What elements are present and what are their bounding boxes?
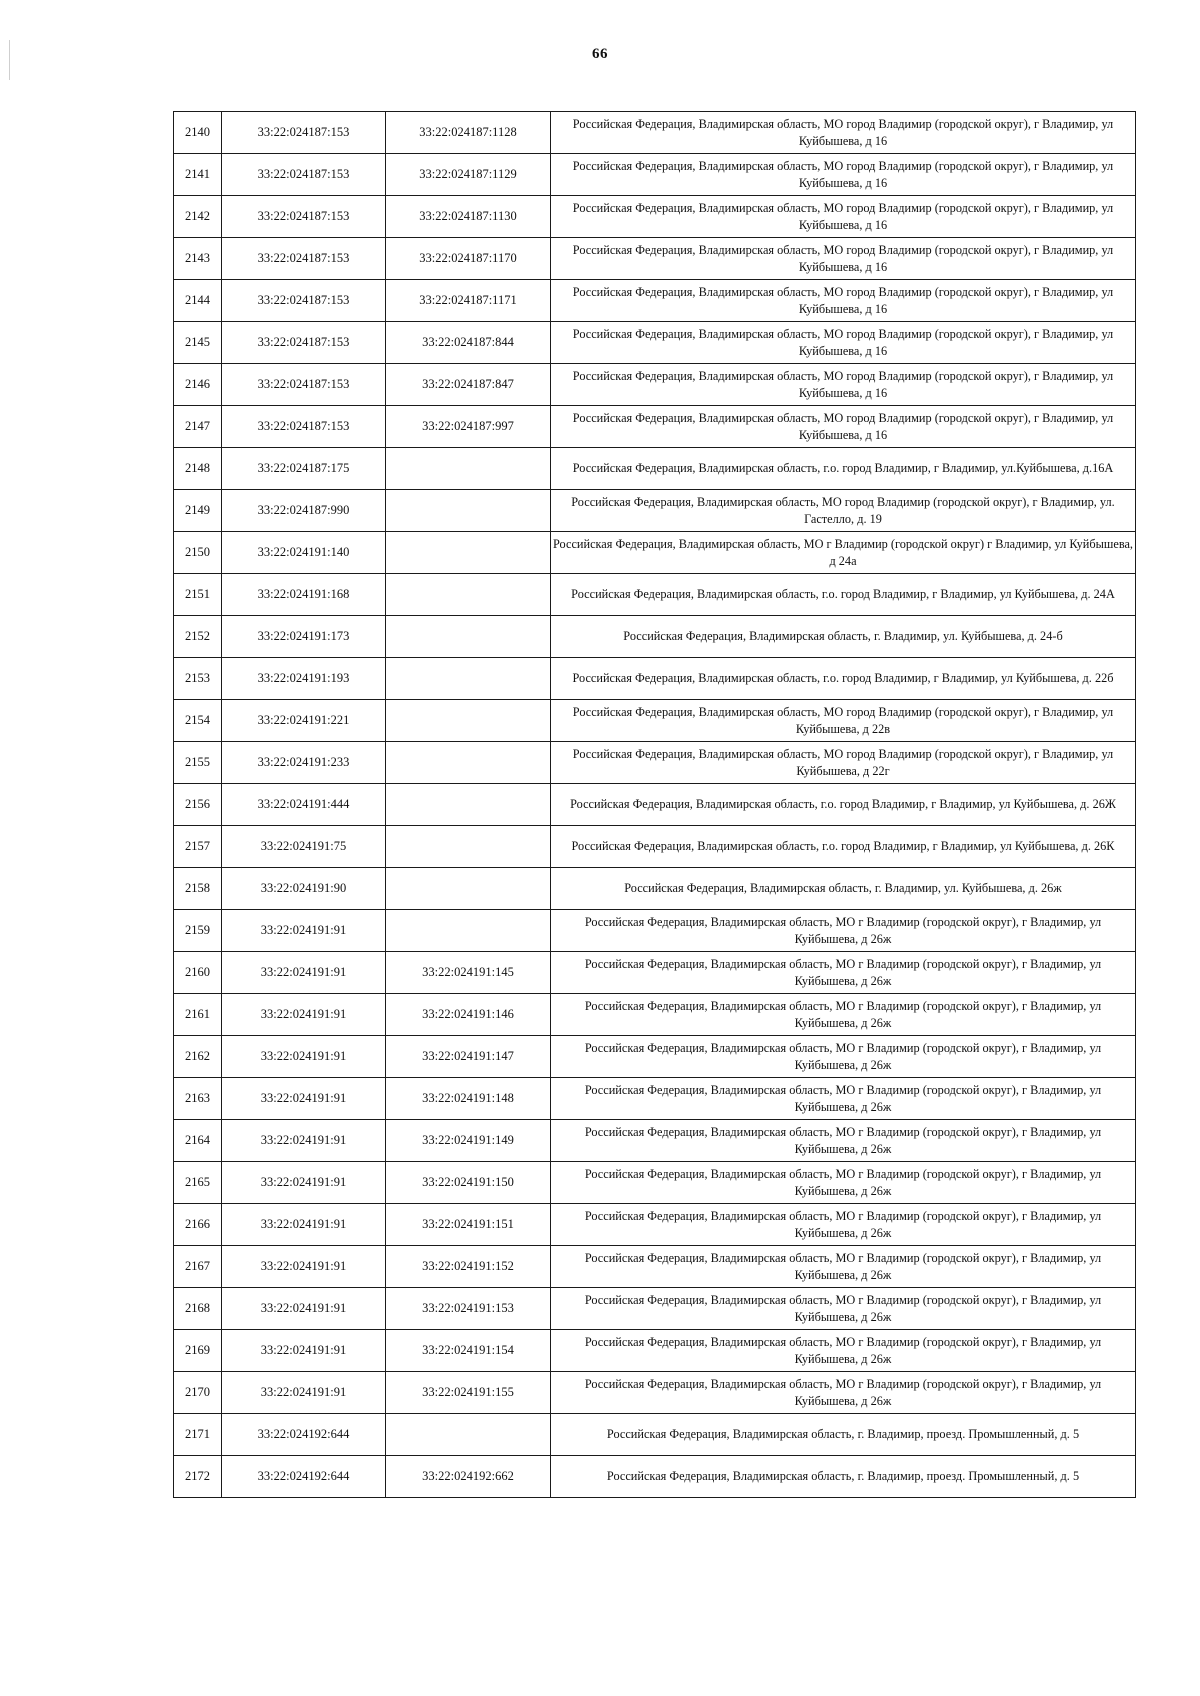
row-number-cell: 2144	[174, 280, 222, 322]
related-cadastral-number-cell: 33:22:024187:844	[386, 322, 551, 364]
related-cadastral-number-cell: 33:22:024191:152	[386, 1246, 551, 1288]
table-row	[174, 1078, 1136, 1120]
cadastral-number-cell: 33:22:024187:153	[222, 196, 386, 238]
row-number-cell: 2169	[174, 1330, 222, 1372]
table-body	[174, 112, 1136, 1498]
address-cell: Российская Федерация, Владимирская область, г. Владимир, ул. Куйбышева, д. 24-б	[551, 616, 1136, 658]
cadastral-number-cell: 33:22:024187:175	[222, 448, 386, 490]
related-cadastral-number-cell	[386, 574, 551, 616]
related-cadastral-number-cell: 33:22:024187:1129	[386, 154, 551, 196]
related-cadastral-number-cell	[386, 784, 551, 826]
address-cell: Российская Федерация, Владимирская область, МО г Владимир (городской округ), г Владимир, ул Куйбышева, д 26ж	[551, 910, 1136, 952]
address-cell: Российская Федерация, Владимирская область, г.о. город Владимир, г Владимир, ул.Куйбышева, д.16А	[551, 448, 1136, 490]
row-number-cell: 2149	[174, 490, 222, 532]
related-cadastral-number-cell	[386, 490, 551, 532]
cadastral-number-cell: 33:22:024191:233	[222, 742, 386, 784]
address-cell: Российская Федерация, Владимирская область, г. Владимир, проезд. Промышленный, д. 5	[551, 1414, 1136, 1456]
row-number-cell: 2160	[174, 952, 222, 994]
cadastral-table-container	[173, 111, 1135, 1498]
table-row	[174, 280, 1136, 322]
address-cell: Российская Федерация, Владимирская область, МО г Владимир (городской округ), г Владимир, ул Куйбышева, д 26ж	[551, 1120, 1136, 1162]
table-row	[174, 742, 1136, 784]
table-row	[174, 1414, 1136, 1456]
related-cadastral-number-cell: 33:22:024191:145	[386, 952, 551, 994]
table-row	[174, 1456, 1136, 1498]
related-cadastral-number-cell: 33:22:024187:1171	[386, 280, 551, 322]
cadastral-number-cell: 33:22:024191:193	[222, 658, 386, 700]
table-row	[174, 532, 1136, 574]
table-row	[174, 910, 1136, 952]
address-cell: Российская Федерация, Владимирская область, МО г Владимир (городской округ), г Владимир, ул Куйбышева, д 26ж	[551, 1288, 1136, 1330]
address-cell: Российская Федерация, Владимирская область, МО город Владимир (городской округ), г Владимир, ул Куйбышева, д 16	[551, 238, 1136, 280]
cadastral-number-cell: 33:22:024187:990	[222, 490, 386, 532]
table-row	[174, 1162, 1136, 1204]
cadastral-number-cell: 33:22:024191:91	[222, 1246, 386, 1288]
related-cadastral-number-cell	[386, 658, 551, 700]
cadastral-number-cell: 33:22:024187:153	[222, 322, 386, 364]
address-cell: Российская Федерация, Владимирская область, г.о. город Владимир, г Владимир, ул Куйбышева, д. 26К	[551, 826, 1136, 868]
address-cell: Российская Федерация, Владимирская область, МО г Владимир (городской округ), г Владимир, ул Куйбышева, д 26ж	[551, 1036, 1136, 1078]
related-cadastral-number-cell: 33:22:024191:155	[386, 1372, 551, 1414]
address-cell: Российская Федерация, Владимирская область, г. Владимир, ул. Куйбышева, д. 26ж	[551, 868, 1136, 910]
table-row	[174, 1288, 1136, 1330]
table-row	[174, 658, 1136, 700]
row-number-cell: 2172	[174, 1456, 222, 1498]
address-cell: Российская Федерация, Владимирская область, МО г Владимир (городской округ), г Владимир, ул Куйбышева, д 26ж	[551, 994, 1136, 1036]
cadastral-number-cell: 33:22:024191:91	[222, 994, 386, 1036]
related-cadastral-number-cell: 33:22:024192:662	[386, 1456, 551, 1498]
related-cadastral-number-cell: 33:22:024187:847	[386, 364, 551, 406]
related-cadastral-number-cell: 33:22:024191:151	[386, 1204, 551, 1246]
address-cell: Российская Федерация, Владимирская область, г.о. город Владимир, г Владимир, ул Куйбышева, д. 22б	[551, 658, 1136, 700]
related-cadastral-number-cell	[386, 826, 551, 868]
address-cell: Российская Федерация, Владимирская область, МО г Владимир (городской округ), г Владимир, ул Куйбышева, д 26ж	[551, 1330, 1136, 1372]
table-row	[174, 406, 1136, 448]
related-cadastral-number-cell	[386, 448, 551, 490]
row-number-cell: 2161	[174, 994, 222, 1036]
address-cell: Российская Федерация, Владимирская область, МО город Владимир (городской округ), г Владимир, ул Куйбышева, д 16	[551, 364, 1136, 406]
cadastral-number-cell: 33:22:024192:644	[222, 1414, 386, 1456]
row-number-cell: 2148	[174, 448, 222, 490]
cadastral-number-cell: 33:22:024191:91	[222, 1036, 386, 1078]
row-number-cell: 2157	[174, 826, 222, 868]
row-number-cell: 2145	[174, 322, 222, 364]
table-row	[174, 1120, 1136, 1162]
cadastral-number-cell: 33:22:024191:173	[222, 616, 386, 658]
table-row	[174, 364, 1136, 406]
table-row	[174, 868, 1136, 910]
row-number-cell: 2159	[174, 910, 222, 952]
cadastral-number-cell: 33:22:024191:91	[222, 1162, 386, 1204]
related-cadastral-number-cell	[386, 1414, 551, 1456]
table-row	[174, 1330, 1136, 1372]
cadastral-number-cell: 33:22:024191:140	[222, 532, 386, 574]
row-number-cell: 2162	[174, 1036, 222, 1078]
cadastral-number-cell: 33:22:024187:153	[222, 154, 386, 196]
table-row	[174, 1036, 1136, 1078]
address-cell: Российская Федерация, Владимирская область, МО г Владимир (городской округ), г Владимир, ул Куйбышева, д 26ж	[551, 1372, 1136, 1414]
related-cadastral-number-cell: 33:22:024191:149	[386, 1120, 551, 1162]
table-row	[174, 700, 1136, 742]
table-row	[174, 448, 1136, 490]
address-cell: Российская Федерация, Владимирская область, МО город Владимир (городской округ), г Владимир, ул Куйбышева, д 22г	[551, 742, 1136, 784]
cadastral-number-cell: 33:22:024187:153	[222, 238, 386, 280]
address-cell: Российская Федерация, Владимирская область, МО город Владимир (городской округ), г Владимир, ул Куйбышева, д 16	[551, 112, 1136, 154]
row-number-cell: 2146	[174, 364, 222, 406]
related-cadastral-number-cell: 33:22:024187:1170	[386, 238, 551, 280]
address-cell: Российская Федерация, Владимирская область, МО город Владимир (городской округ), г Владимир, ул Куйбышева, д 16	[551, 196, 1136, 238]
table-row	[174, 574, 1136, 616]
table-row	[174, 952, 1136, 994]
table-row	[174, 1204, 1136, 1246]
address-cell: Российская Федерация, Владимирская область, г.о. город Владимир, г Владимир, ул Куйбышева, д. 24А	[551, 574, 1136, 616]
table-row	[174, 826, 1136, 868]
related-cadastral-number-cell	[386, 742, 551, 784]
row-number-cell: 2171	[174, 1414, 222, 1456]
cadastral-number-cell: 33:22:024191:91	[222, 910, 386, 952]
row-number-cell: 2141	[174, 154, 222, 196]
table-row	[174, 112, 1136, 154]
address-cell: Российская Федерация, Владимирская область, г. Владимир, проезд. Промышленный, д. 5	[551, 1456, 1136, 1498]
address-cell: Российская Федерация, Владимирская область, МО г Владимир (городской округ), г Владимир, ул Куйбышева, д 26ж	[551, 1204, 1136, 1246]
address-cell: Российская Федерация, Владимирская область, МО город Владимир (городской округ), г Владимир, ул. Гастелло, д. 19	[551, 490, 1136, 532]
table-row	[174, 238, 1136, 280]
cadastral-number-cell: 33:22:024191:168	[222, 574, 386, 616]
cadastral-number-cell: 33:22:024187:153	[222, 406, 386, 448]
cadastral-number-cell: 33:22:024191:444	[222, 784, 386, 826]
cadastral-number-cell: 33:22:024191:90	[222, 868, 386, 910]
related-cadastral-number-cell	[386, 910, 551, 952]
row-number-cell: 2155	[174, 742, 222, 784]
related-cadastral-number-cell	[386, 532, 551, 574]
row-number-cell: 2166	[174, 1204, 222, 1246]
related-cadastral-number-cell	[386, 616, 551, 658]
address-cell: Российская Федерация, Владимирская область, МО г Владимир (городской округ), г Владимир, ул Куйбышева, д 26ж	[551, 1078, 1136, 1120]
cadastral-number-cell: 33:22:024191:91	[222, 1204, 386, 1246]
table-row	[174, 616, 1136, 658]
row-number-cell: 2163	[174, 1078, 222, 1120]
related-cadastral-number-cell: 33:22:024187:1128	[386, 112, 551, 154]
cadastral-number-cell: 33:22:024191:91	[222, 1078, 386, 1120]
related-cadastral-number-cell: 33:22:024191:150	[386, 1162, 551, 1204]
address-cell: Российская Федерация, Владимирская область, МО г Владимир (городской округ), г Владимир, ул Куйбышева, д 26ж	[551, 1162, 1136, 1204]
related-cadastral-number-cell: 33:22:024191:147	[386, 1036, 551, 1078]
address-cell: Российская Федерация, Владимирская область, г.о. город Владимир, г Владимир, ул Куйбышева, д. 26Ж	[551, 784, 1136, 826]
address-cell: Российская Федерация, Владимирская область, МО г Владимир (городской округ), г Владимир, ул Куйбышева, д 26ж	[551, 1246, 1136, 1288]
row-number-cell: 2142	[174, 196, 222, 238]
table-row	[174, 1372, 1136, 1414]
table-row	[174, 1246, 1136, 1288]
cadastral-number-cell: 33:22:024191:91	[222, 1330, 386, 1372]
related-cadastral-number-cell: 33:22:024191:154	[386, 1330, 551, 1372]
related-cadastral-number-cell: 33:22:024187:997	[386, 406, 551, 448]
table-row	[174, 196, 1136, 238]
cadastral-number-cell: 33:22:024187:153	[222, 280, 386, 322]
row-number-cell: 2170	[174, 1372, 222, 1414]
address-cell: Российская Федерация, Владимирская область, МО город Владимир (городской округ), г Владимир, ул Куйбышева, д 16	[551, 406, 1136, 448]
related-cadastral-number-cell: 33:22:024191:148	[386, 1078, 551, 1120]
related-cadastral-number-cell	[386, 868, 551, 910]
row-number-cell: 2164	[174, 1120, 222, 1162]
row-number-cell: 2143	[174, 238, 222, 280]
address-cell: Российская Федерация, Владимирская область, МО город Владимир (городской округ), г Владимир, ул Куйбышева, д 16	[551, 280, 1136, 322]
row-number-cell: 2140	[174, 112, 222, 154]
cadastral-table	[173, 111, 1136, 1498]
address-cell: Российская Федерация, Владимирская область, МО г Владимир (городской округ) г Владимир, ул Куйбышева, д 24а	[551, 532, 1136, 574]
cadastral-number-cell: 33:22:024187:153	[222, 364, 386, 406]
cadastral-number-cell: 33:22:024191:91	[222, 952, 386, 994]
row-number-cell: 2167	[174, 1246, 222, 1288]
table-row	[174, 784, 1136, 826]
cadastral-number-cell: 33:22:024192:644	[222, 1456, 386, 1498]
cadastral-number-cell: 33:22:024191:91	[222, 1120, 386, 1162]
row-number-cell: 2153	[174, 658, 222, 700]
cadastral-number-cell: 33:22:024191:91	[222, 1288, 386, 1330]
related-cadastral-number-cell: 33:22:024191:146	[386, 994, 551, 1036]
address-cell: Российская Федерация, Владимирская область, МО г Владимир (городской округ), г Владимир, ул Куйбышева, д 26ж	[551, 952, 1136, 994]
cadastral-number-cell: 33:22:024187:153	[222, 112, 386, 154]
row-number-cell: 2154	[174, 700, 222, 742]
row-number-cell: 2156	[174, 784, 222, 826]
row-number-cell: 2165	[174, 1162, 222, 1204]
cadastral-number-cell: 33:22:024191:75	[222, 826, 386, 868]
address-cell: Российская Федерация, Владимирская область, МО город Владимир (городской округ), г Владимир, ул Куйбышева, д 16	[551, 154, 1136, 196]
address-cell: Российская Федерация, Владимирская область, МО город Владимир (городской округ), г Владимир, ул Куйбышева, д 22в	[551, 700, 1136, 742]
row-number-cell: 2168	[174, 1288, 222, 1330]
table-row	[174, 994, 1136, 1036]
row-number-cell: 2158	[174, 868, 222, 910]
address-cell: Российская Федерация, Владимирская область, МО город Владимир (городской округ), г Владимир, ул Куйбышева, д 16	[551, 322, 1136, 364]
row-number-cell: 2150	[174, 532, 222, 574]
related-cadastral-number-cell: 33:22:024187:1130	[386, 196, 551, 238]
page-number: 66	[592, 46, 608, 62]
table-row	[174, 154, 1136, 196]
table-row	[174, 490, 1136, 532]
row-number-cell: 2147	[174, 406, 222, 448]
cadastral-number-cell: 33:22:024191:91	[222, 1372, 386, 1414]
row-number-cell: 2152	[174, 616, 222, 658]
table-row	[174, 322, 1136, 364]
related-cadastral-number-cell: 33:22:024191:153	[386, 1288, 551, 1330]
row-number-cell: 2151	[174, 574, 222, 616]
related-cadastral-number-cell	[386, 700, 551, 742]
cadastral-number-cell: 33:22:024191:221	[222, 700, 386, 742]
